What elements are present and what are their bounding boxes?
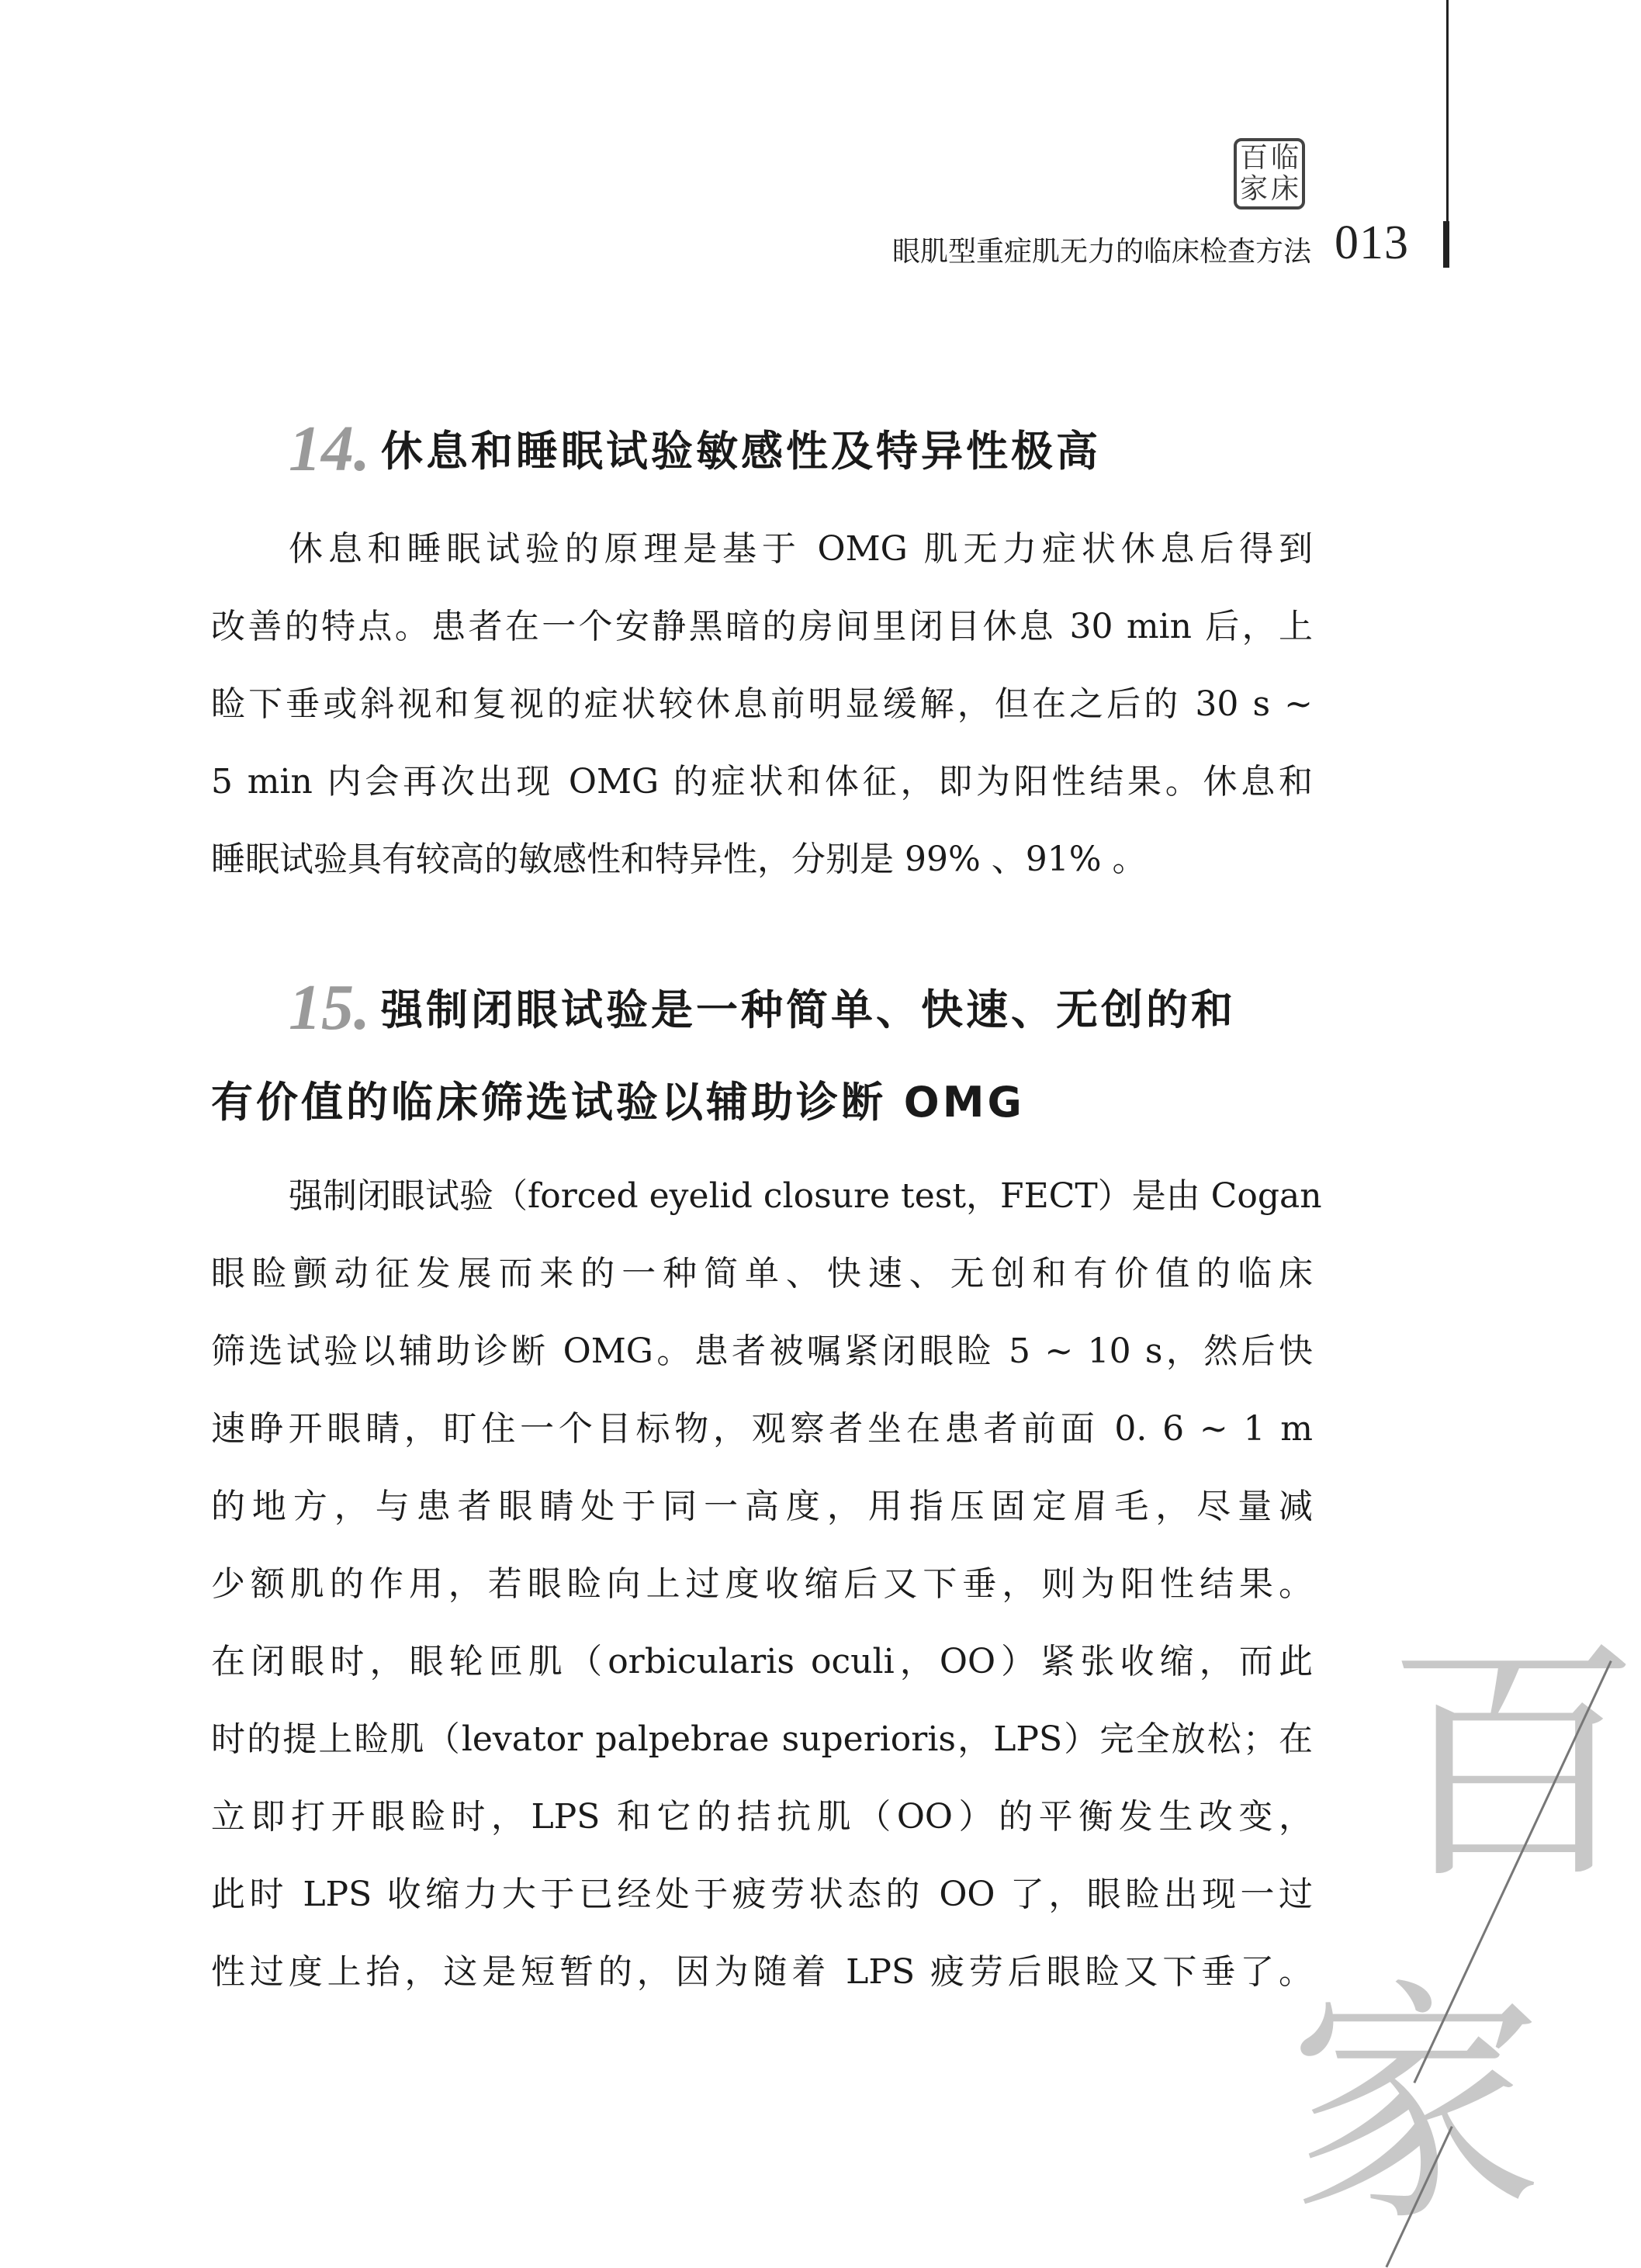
seal-char: 家 [1239,173,1268,205]
paragraph-line: 少额肌的作用，若眼睑向上过度收缩后又下垂，则为阳性结果。 [211,1564,1313,1604]
watermark-char: 百 [1385,1616,1641,1914]
paragraph-line: 筛选试验以辅助诊断 OMG。患者被嘱紧闭眼睑 5 ~ 10 s，然后快 [211,1331,1313,1371]
page-edge-marker [1443,221,1449,268]
watermark-char: 家 [1288,1958,1544,2256]
paragraph-line: 此时 LPS 收缩力大于已经处于疲劳状态的 OO 了，眼睑出现一过 [211,1875,1313,1914]
paragraph-line: 时的提上睑肌（levator palpebrae superioris，LPS）完全放松；在 [211,1719,1313,1759]
seal-char: 百 [1239,142,1268,174]
section-number: 14. [289,413,370,485]
running-head: 眼肌型重症肌无力的临床检查方法 [891,236,1311,268]
page-number: 013 [1335,216,1409,269]
header-seal-logo [1234,138,1305,209]
paragraph-line: 休息和睡眠试验的原理是基于 OMG 肌无力症状休息后得到 [289,529,1313,569]
paragraph-line: 强制闭眼试验（forced eyelid closure test，FECT）是由 Cogan [289,1176,1322,1216]
section-15-heading-line-2: 有价值的临床筛选试验以辅助诊断 OMG [211,1078,1025,1127]
paragraph-line: 眼睑颤动征发展而来的一种简单、快速、无创和有价值的临床 [211,1254,1313,1293]
section-15-heading [289,970,1313,1045]
paragraph-line: 5 min 内会再次出现 OMG 的症状和体征，即为阳性结果。休息和 [211,762,1313,802]
seal-char: 床 [1270,173,1299,205]
section-title: 休息和睡眠试验敏感性及特异性极高 [381,427,1101,476]
paragraph-line: 的地方，与患者眼睛处于同一高度，用指压固定眉毛，尽量减 [211,1487,1313,1526]
paragraph-line: 速睁开眼睛，盯住一个目标物，观察者坐在患者前面 0. 6 ~ 1 m [211,1409,1313,1449]
section-title-line-1: 强制闭眼试验是一种简单、快速、无创的和 [381,985,1236,1034]
section-14-heading [289,411,1390,486]
paragraph-line: 睑下垂或斜视和复视的症状较休息前明显缓解，但在之后的 30 s ~ [211,684,1313,724]
paragraph-line: 在闭眼时，眼轮匝肌（orbicularis oculi，OO）紧张收缩，而此 [211,1642,1313,1681]
paragraph-line: 改善的特点。患者在一个安静黑暗的房间里闭目休息 30 min 后，上 [211,607,1313,646]
paragraph-line: 立即打开眼睑时，LPS 和它的拮抗肌（OO）的平衡发生改变， [211,1797,1313,1837]
paragraph-line: 性过度上抬，这是短暂的，因为随着 LPS 疲劳后眼睑又下垂了。 [211,1952,1313,1992]
paragraph-line: 睡眠试验具有较高的敏感性和特异性，分别是 99% 、91% 。 [211,840,1147,879]
seal-char: 临 [1270,142,1299,174]
section-number: 15. [289,971,370,1044]
